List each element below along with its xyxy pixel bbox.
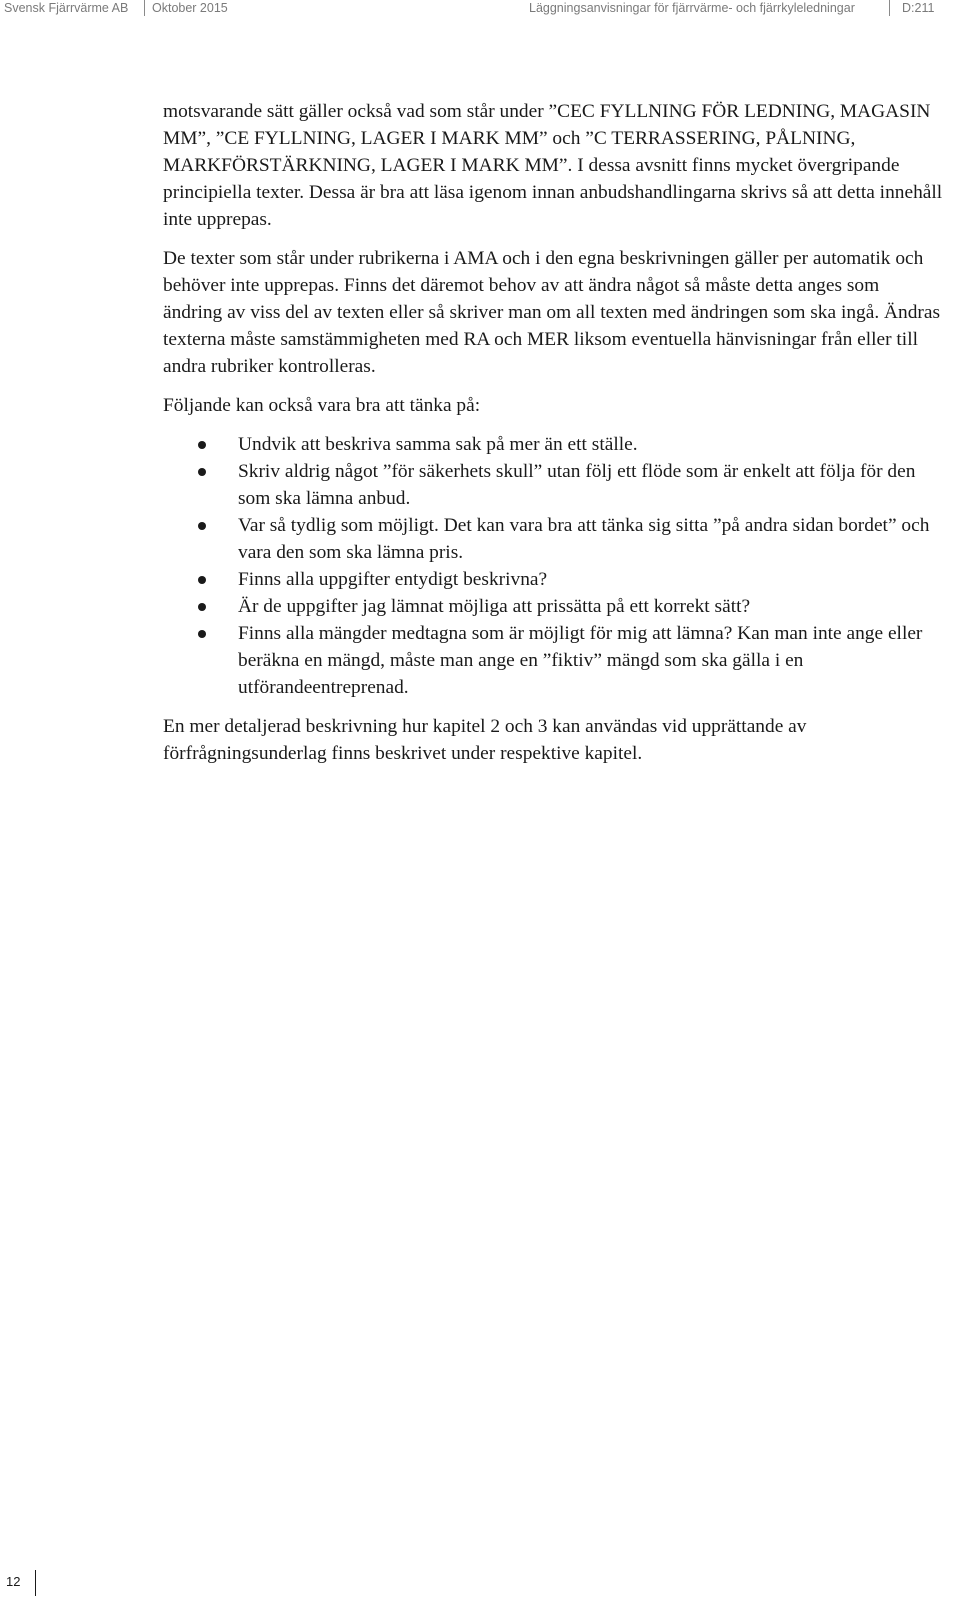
footer-rule bbox=[35, 1570, 36, 1596]
list-item bbox=[163, 458, 943, 512]
page-header bbox=[0, 0, 960, 16]
paragraph: Följande kan också vara bra att tänka på: bbox=[163, 395, 481, 416]
bullet-icon bbox=[198, 603, 206, 611]
list-item bbox=[163, 620, 943, 701]
paragraph: De texter som står under rubrikerna i AMA och i den egna beskrivningen gäller per automatik och behöver inte upprepas. Finns det däremot behov av att ändra något så måste detta anges som ändring av viss del av texten eller så skriver man om all texten med ändringen som ska ingå. Ändras texterna måste samstämmigheten med RA och MER liksom eventuella hänvisningar från eller till andra rubriker kontrolleras. bbox=[163, 248, 941, 377]
list-item-text: Skriv aldrig något ”för säkerhets skull” utan följ ett flöde som är enkelt att följa för den som ska lämna anbud. bbox=[238, 461, 916, 509]
page-body bbox=[163, 98, 943, 779]
list-item-text: Finns alla mängder medtagna som är möjligt för mig att lämna? Kan man inte ange eller beräkna en mängd, måste man ange en ”fiktiv” mängd som ska gälla i en utförandeentreprenad. bbox=[238, 623, 923, 698]
list-item-text: Undvik att beskriva samma sak på mer än ett ställe. bbox=[238, 434, 638, 455]
bullet-icon bbox=[198, 576, 206, 584]
header-separator bbox=[889, 0, 890, 16]
bullet-icon bbox=[198, 630, 206, 638]
paragraph: motsvarande sätt gäller också vad som står under ”CEC FYLLNING FÖR LEDNING, MAGASIN MM”, ”CE FYLLNING, LAGER I MARK MM” och ”C TERRASSERING, PÅLNING, MARKFÖRSTÄRKNING, LAGER I MARK MM”. I dessa avsnitt finns mycket övergripande principiella texter. Dessa är bra att läsa igenom innan anbudshandlingarna skrivs så att detta innehåll inte upprepas. bbox=[163, 101, 943, 230]
list-item bbox=[163, 593, 943, 620]
header-company: Svensk Fjärrvärme AB bbox=[4, 1, 129, 15]
bullet-icon bbox=[198, 468, 206, 476]
page-number: 12 bbox=[6, 1574, 21, 1589]
list-item bbox=[163, 512, 943, 566]
list-item bbox=[163, 431, 943, 458]
header-document-title: Läggningsanvisningar för fjärrvärme- och fjärrkyleledningar bbox=[529, 1, 855, 15]
bullet-icon bbox=[198, 441, 206, 449]
header-doc-id: D:211 bbox=[902, 1, 935, 15]
list-item-text: Är de uppgifter jag lämnat möjliga att prissätta på ett korrekt sätt? bbox=[238, 596, 751, 617]
header-separator bbox=[144, 0, 145, 16]
bullet-list bbox=[163, 431, 943, 701]
list-item bbox=[163, 566, 943, 593]
list-item-text: Var så tydlig som möjligt. Det kan vara bra att tänka sig sitta ”på andra sidan bordet” och vara den som ska lämna pris. bbox=[238, 515, 930, 563]
paragraph: En mer detaljerad beskrivning hur kapitel 2 och 3 kan användas vid upprättande av förfrågningsunderlag finns beskrivet under respektive kapitel. bbox=[163, 716, 807, 764]
header-date: Oktober 2015 bbox=[152, 1, 228, 15]
bullet-icon bbox=[198, 522, 206, 530]
list-item-text: Finns alla uppgifter entydigt beskrivna? bbox=[238, 569, 548, 590]
